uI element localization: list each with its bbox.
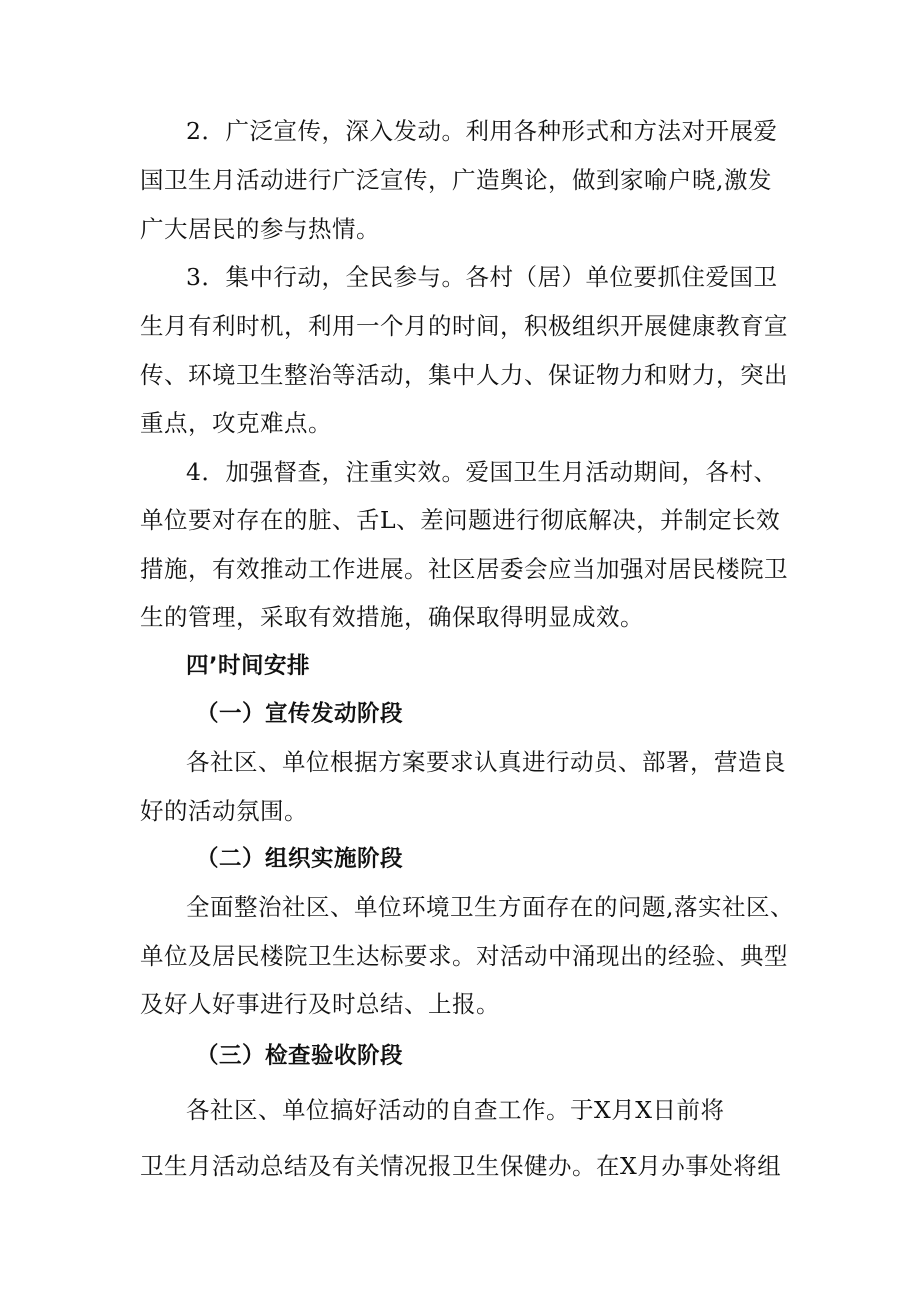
subheading-publicity-stage: （一）宣传发动阶段 xyxy=(196,701,404,727)
paragraph-4-line-4: 生的管理，采取有效措施，确保取得明显成效。 xyxy=(140,603,644,631)
paragraph-4-line-3: 措施，有效推动工作进展。社区居委会应当加强对居民楼院卫 xyxy=(140,555,788,583)
paragraph-3-line-2: 生月有利时机，利用一个月的时间，积极组织开展健康教育宣 xyxy=(140,312,788,340)
section-heading-schedule: 四’时间安排 xyxy=(186,653,311,679)
subheading-inspection-stage: （三）检查验收阶段 xyxy=(196,1043,404,1069)
implementation-stage-line-3: 及好人好事进行及时总结、上报。 xyxy=(140,990,500,1018)
implementation-stage-line-1: 全面整治社区、单位环境卫生方面存在的问题,落实社区、 xyxy=(186,893,794,921)
inspection-stage-line-2: 卫生月活动总结及有关情况报卫生保健办。在X月办事处将组 xyxy=(140,1152,782,1180)
paragraph-3-line-1: 3．集中行动，全民参与。各村（居）单位要抓住爱国卫 xyxy=(186,263,778,291)
paragraph-3-line-3: 传、环境卫生整治等活动，集中人力、保证物力和财力，突出 xyxy=(140,361,788,389)
publicity-stage-line-1: 各社区、单位根据方案要求认真进行动员、部署，营造良 xyxy=(186,748,786,776)
paragraph-2-line-3: 广大居民的参与热情。 xyxy=(140,215,380,243)
paragraph-2-line-2: 国卫生月活动进行广泛宣传，广造舆论，做到家喻户晓,激发 xyxy=(140,166,772,194)
paragraph-3-line-4: 重点，攻克难点。 xyxy=(140,409,332,437)
paragraph-2-line-1: 2．广泛宣传，深入发动。利用各种形式和方法对开展爱 xyxy=(186,117,778,145)
publicity-stage-line-2: 好的活动氛围。 xyxy=(140,797,308,825)
inspection-stage-line-1: 各社区、单位搞好活动的自查工作。于X月X日前将 xyxy=(186,1096,725,1124)
paragraph-4-line-2: 单位要对存在的脏、舌L、差问题进行彻底解决，并制定长效 xyxy=(140,506,781,534)
subheading-implementation-stage: （二）组织实施阶段 xyxy=(196,846,404,872)
paragraph-4-line-1: 4．加强督查，注重实效。爱国卫生月活动期间，各村、 xyxy=(186,458,778,486)
implementation-stage-line-2: 单位及居民楼院卫生达标要求。对活动中涌现出的经验、典型 xyxy=(140,942,788,970)
